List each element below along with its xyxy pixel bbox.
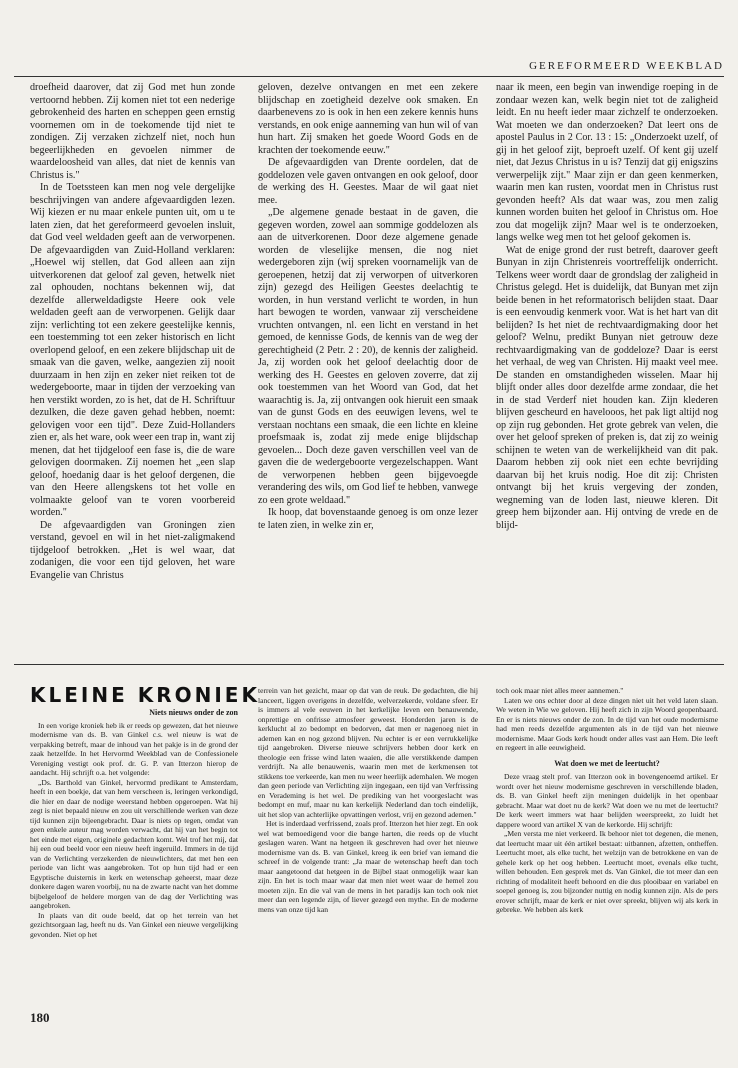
paragraph: toch ook maar niet alles meer aannemen." — [496, 686, 624, 695]
paragraph: Laten we ons echter door al deze dingen niet uit het veld laten slaan. We weten in Wie we geloven. Hij heeft zich in zijn Woord geopenbaard. En er is niets nieuws onder de zon. In de tijd van het oude modernisme had men reeds dezelfde argumenten als in de tijd van het nieuwe modernisme. Maar Gods kerk houdt onder alles vast aan Hem. Die leeft en regeert in alle eeuwigheid. — [496, 695, 718, 752]
paragraph: droefheid daarover, dat zij God met hun zonde vertoornd hebben. Zij komen niet tot een nederige gebrokenheid des harten en scheppen geen ernstig voornemen om in de toekomende tijd niet te zondigen. Zij verzaken zichzelf niet, noch hun begeerlijkheden en gevoelen nimmer de waardeloosheid van alles, dat niet de kennis van Christus is." — [30, 82, 235, 181]
paragraph: In de Toetssteen kan men nog vele dergelijke beschrijvingen van andere afgevaardigden lezen. Wij kiezen er nu maar enkele punten uit, om u te laten zien, dat het gereformeerd gevoelen insluit, dat God veel weldaden geeft aan de verworpenen. De afgevaardigden van Zuid-Holland verklaren: „Hoewel wij stellen, dat God alleen aan zijn uitverkorenen dat geloof zal geven, hetwelk niet zal ophouden, nochtans bekennen wij, dat dezelfde allerweldadigste Heere ook vele weldaden geeft aan de verworpenen. Gelijk daar zijn: verlichting tot een zekere geestelijke kennis, een toestemming tot een zeker historisch en licht overlopend geloof, en een zekere blijdschap uit de smaak van die gaven, welke, aangezien zij nooit duurzaam in hen zijn en zeker niet reiken tot de wedergeboorte, maar in tijden der verzoeking van hen verstikt worden, zo is het, dat de H. Schriftuur dezulken, die deze gaven gehad hebben, noemt: gelovigen voor een tijd". Deze Zuid-Hollanders zien er, als het ware, ook weer een trap in, want zij menen, dat het tijdgeloof een fase is, die de ware gelovigen doormaken. Zij noemen het „een slap geloof, hoedanig daar is het geloof dergenen, die van den Heere allengskens tot het volle en volmaakte geloof van te voren voorbereid worden." — [30, 182, 235, 518]
paragraph: Het is inderdaad verfrissend, zoals prof. Itterzon het hier zegt. En ook wel wat bemoedigend voor die bange harten, die reeds op de vlucht geslagen waren. Want na hetgeen ik geschreven had over het nieuwe modernisme van ds. B. van Ginkel, kreeg ik een brief van iemand die schreef in de volgende trant: „Ja maar de wetenschap heeft dan toch maar aangetoond dat hetgeen in de Bijbel staat onmogelijk waar kan zijn. En het is toch maar waar dat men niet weet waar de hemel zou moeten zijn. En die val van de mens in het paradijs kan toch ook niet meer dan een legende zijn, of liever gezegd een mythe. En de moderne mens van onze tijd kan — [258, 819, 478, 914]
paragraph: In plaats van dit oude beeld, dat op het terrein van het gezichtsorgaan lag, heeft nu ds. Van Ginkel een nieuwe vergelijking gevonden. Niet op het — [30, 910, 238, 939]
paragraph: naar ik meen, een begin van inwendige roeping in de zondaar wezen kan, welk begin niet tot de zaligheid leidt. En nu heeft ieder maar zichzelf te onderzoeken. Wat moeten we dan onderzoeken? Dat leert ons de apostel Paulus in 2 Cor. 13 : 15: „Onderzoekt uzelf, of gij in het geloof zijt, beproeft uzelf. Of kent gij uzelf niet, dat Jezus Christus in u is? Tenzij dat gij enigszins verwerpelijk zijt." Maar zijn er dan geen kenmerken, waarin men kan rusten, voordat men in Christus rust gevonden heeft? Als dat waar was, zou men zalig kunnen worden buiten het geloof in Christus om. Hoe zou dat mogelijk zijn? Maar wel is te onderzoeken, langs welke weg men tot het geloof gekomen is. — [496, 82, 718, 243]
top-column-3 — [496, 82, 718, 658]
kroniek-subtitle: Wat doen we met de leertucht? — [554, 758, 660, 768]
page-number: 180 — [30, 1010, 50, 1025]
top-column-1 — [30, 82, 235, 658]
section-rule — [14, 664, 724, 665]
paragraph: In een vorige kroniek heb ik er reeds op gewezen, dat het nieuwe modernisme van ds. B. van Ginkel c.s. wel nieuw is wat de verpakking betreft, maar de inhoud van het pakje is in de grond der zaak hetzelfde. In het Hervormd Weekblad van de Confessionele Vereniging vestigt ook prof. dr. G. P. van Itterzon hierop de aandacht. Hij schrijft o.a. het volgende: — [30, 720, 238, 777]
paragraph: terrein van het gezicht, maar op dat van de reuk. De gedachten, die hij lanceert, liggen overigens in dezelfde, welverzekerde, voldane sfeer. Er is immers al vele eeuwen in het kerkelijke leven een benauwende, onprettige en onfrisse atmosfeer geweest. Honderden jaren is de kerklucht al zo bedompt en bedorven, dat men er nagenoeg niet in ademen kan en nog gezond blijven. Nu echter is er een verrukkelijke tijd aangebroken. Diverse nieuwe schrijvers hebben door kerk en theologie een frisse wind laten waaien, die alle verstikkende dampen verdrijft. Na alle benauwenis, waarin men met de kerkmensen tot stikkens toe verkeerde, kan men nu weer heerlijk ademhalen. We mogen dan geen periode van Verlichting zijn ingegaan, een tijd van Verfrissing en Verademing is het wel. De prediking van het voorgeslacht was bedompt en muf, maar nu kan kerkelijk Nederland dan toch eindelijk, uit het slop van achterlijke opvattingen verlost, vrij en gezond ademen." — [258, 686, 478, 819]
header-rule — [14, 76, 724, 77]
paragraph: Wat de enige grond der rust betreft, daarover geeft Bunyan in zijn Christenreis voortreffelijk onderricht. Telkens weer wordt daar de grondslag der zaligheid in Christus gelegd. Het is duidelijk, dat Bunyan met zijn beide benen in het reformatorisch belijden staat. Daar is een eenvoudig kenmerk voor. Wat is het hart van dit belijden? Is het niet de rechtvaardigmaking door het geloof? Welnu, predikt Bunyan niet getrouw deze rechtvaardigmaking van de goddeloze? Daar is eerst het verhaal, de weg van Christen. Hij maakt veel mee. De standen en omstandigheden wisselen. Maar hij blijft onder alles door dezelfde arme zondaar, die het in de stad Verderf niet houden kan. Zijn klederen blijven gescheurd en havelooos, het pak ligt altijd nog op zijn rug gebonden. Het grote gebrek van velen, die over het geloof spreken of preken is, dat zij zo weinig schijnen te weten van de werkelijkheid van dit pak. Daarom hebben zij ook niet een echte bevrijding daarvan bij het kruis nodig. Hoe dit zij: Christen ontvangt bij het kruis vergeving der zonden, wegneming van de loden last, nieuwe kleren. Dit greep hem bijzonder aan. Hij ontving de vrede en de blijd- — [496, 244, 718, 531]
paragraph: „Ds. Barthold van Ginkel, hervormd predikant te Amsterdam, heeft in een boekje, dat van hem verscheen is, leringen verkondigd, die hier en daar de nodige weerstand hebben opgeroepen. Wat hij zegt is niet bepaald nieuw en zou uit verschillende werken van deze tijd kunnen zijn bijeengebracht. Daar is niets op tegen, omdat van geen enkele auteur mag worden verwacht, dat hij van het begin tot het einde met eigen, originele gedachten komt. Wel trof het mij, dat hij een oud beeld voor een nieuw heeft ingeruild. Immers in de tijd van de Verlichting verzekerden de nieuwlichters, dat met hen een periode van licht was aangebroken. Tot op hun tijd had er een Egyptische duisternis in kerk en wetenschap geheerst, maar deze donkere dagen waren voorbij, nu na de zwarte nacht van het domme bijbelgeloof de heldere morgen van de dag der Verlichting was aangebroken. — [30, 777, 238, 910]
paragraph: Deze vraag stelt prof. van Itterzon ook in bovengenoemd artikel. Er wordt over het nieuw modernisme geschreven in verschillende bladen, ds. B. van Ginkel heeft zijn meningen duidelijk in het openbaar gebracht. Maar wat doet nu de kerk? Wat doen we nu met de leertucht? De kerk weert immers wat haar belijden weerspreekt, zo luidt het dappere woord van artikel X van de kerkorde. Hij schrijft: — [496, 772, 718, 829]
paragraph: „De algemene genade bestaat in de gaven, die gegeven worden, zowel aan sommige goddelozen als aan de uitverkorenen. Door deze algemene genade worden de vleselijke mensen, die nog niet wedergeboren zijn (wij spreken voornamelijk van de geroepenen, hetzij dat zij verworpen of uitverkoren zijn) gezegd des Heiligen Geestes deelachtig te worden, in hun verstand verlicht te worden, in hun hart bewogen te worden, vanwaar zij verscheidene vruchten ontvangen, nl. een licht en verstand in het gemoed, de kennisse Gods, de kennis van de weg der gerechtigheid (2 Petr. 2 : 20), de kennis der zaligheid. Ja, zij worden ook het geloof deelachtig door de werking des H. Geestes en geloven zoverre, dat zij ook toestemmen van het Woord van God, dat het waarachtig is. Ja, zij ontvangen ook hieruit een smaak van de gunst Gods en des eeuwigen levens, wel te verstaan nochtans een smaak, die een lichte en kleine proefsmaak is, zodat zij mede enige blijdschap gevoelen... Doch deze gaven verschillen veel van de gaven die de wedergeboorte vergezelschappen. Want de verworpenen hebben geen bijgevoegde verandering des wils, om God lief te hebben, vanwege zo een grote weldaad." — [258, 207, 478, 506]
paragraph: „Men versta me niet verkeerd. Ik behoor niet tot degenen, die menen, dat leertucht maar uit één artikel bestaat: uitbannen, afzetten, ontheffen. Leertucht moet, als elke tucht, het welzijn van de betrokkene en van de gehele kerk op het oog hebben. Leertucht moet, evenals elke tucht, willen behouden. Een gesprek met ds. Van Ginkel, die tot meer dan een richting of modaliteit heeft behoord en die dus plooibaar en variabel en soepel genoeg is, zou bijzonder nuttig en nodig kunnen zijn. Als de pers erover schrijft, maar de kerk er niet over spreekt, blijven wij als kerk in gebreke. We hebben als kerk — [496, 829, 718, 914]
kroniek-column-2 — [258, 686, 478, 1056]
kroniek-subtitle: Niets nieuws onder de zon — [149, 708, 238, 717]
running-header: GEREFORMEERD WEEKBLAD — [529, 60, 724, 72]
paragraph: De afgevaardigden van Drente oordelen, dat de goddelozen vele gaven ontvangen en ook geloof, door de werking des H. Geestes. Maar de wil gaat niet mee. — [258, 157, 478, 206]
kroniek-title: KLEINE KRONIEK — [30, 683, 260, 707]
paragraph: Ik hoop, dat bovenstaande genoeg is om onze lezer te laten zien, in welke zin er, — [258, 507, 478, 531]
kroniek-column-1 — [30, 706, 238, 1001]
paragraph: De afgevaardigden van Groningen zien verstand, gevoel en wil in het niet-zaligmakend tijdgeloof betrokken. „Het is wel waar, dat zodanigen, die voor een tijd geloven, het ware Evangelie van Christus — [30, 519, 235, 581]
paragraph: geloven, dezelve ontvangen en met een zekere blijdschap en zoetigheid dezelve ook smaken. En daarbenevens zo is ook in hen een zekere kennis huns verstands, en ook enige aanneming van hun wil of van hun hart. Zij smaken het goede Woord Gods en de krachten der toekomende eeuw." — [258, 82, 478, 156]
kroniek-column-3 — [496, 686, 718, 1056]
top-column-2 — [258, 82, 478, 658]
